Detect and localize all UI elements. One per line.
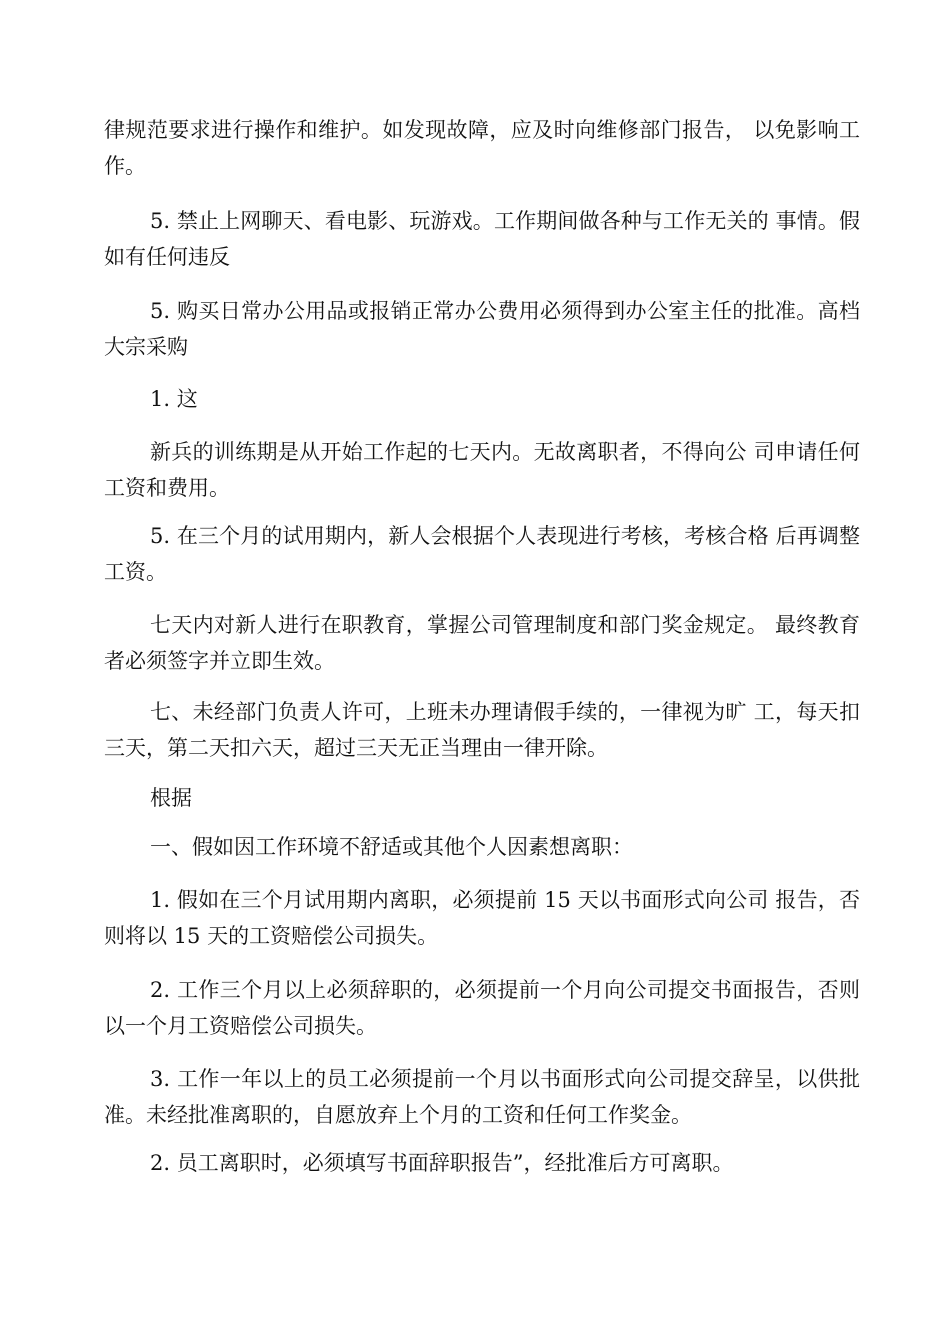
paragraph-4: 1. 这 xyxy=(150,387,198,411)
paragraph-11: 1. 假如在三个月试用期内离职，必须提前 15 天以书面形式向公司 报告，否则将以 15 天的工资赔偿公司损失。 xyxy=(104,888,860,948)
paragraph-8: 七、未经部门负责人许可，上班未办理请假手续的，一律视为旷 工，每天扣三天，第二天扣六天，超过三天无正当理由一律开除。 xyxy=(104,700,860,760)
paragraph-3: 5. 购买日常办公用品或报销正常办公费用必须得到办公室主任的批准。高档大宗采购 xyxy=(104,299,860,359)
paragraph-10: 一、假如因工作环境不舒适或其他个人因素想离职： xyxy=(150,835,633,859)
paragraph-2: 5. 禁止上网聊天、看电影、玩游戏。工作期间做各种与工作无关的 事情。假如有任何违反 xyxy=(104,209,860,269)
paragraph-9: 根据 xyxy=(150,786,192,810)
paragraph-6: 5. 在三个月的试用期内，新人会根据个人表现进行考核，考核合格 后再调整工资。 xyxy=(104,524,860,584)
paragraph-12: 2. 工作三个月以上必须辞职的，必须提前一个月向公司提交书面报告，否则以一个月工资赔偿公司损失。 xyxy=(104,978,860,1038)
paragraph-1: 律规范要求进行操作和维护。如发现故障，应及时向维修部门报告， 以免影响工作。 xyxy=(104,118,860,178)
paragraph-5: 新兵的训练期是从开始工作起的七天内。无故离职者，不得向公 司申请任何工资和费用。 xyxy=(104,440,860,500)
paragraph-14: 2. 员工离职时，必须填写书面辞职报告”，经批准后方可离职。 xyxy=(150,1151,734,1175)
paragraph-13: 3. 工作一年以上的员工必须提前一个月以书面形式向公司提交辞呈，以供批准。未经批准离职的，自愿放弃上个月的工资和任何工作奖金。 xyxy=(104,1067,860,1127)
paragraph-7: 七天内对新人进行在职教育，掌握公司管理制度和部门奖金规定。 最终教育者必须签字并立即生效。 xyxy=(104,613,860,673)
